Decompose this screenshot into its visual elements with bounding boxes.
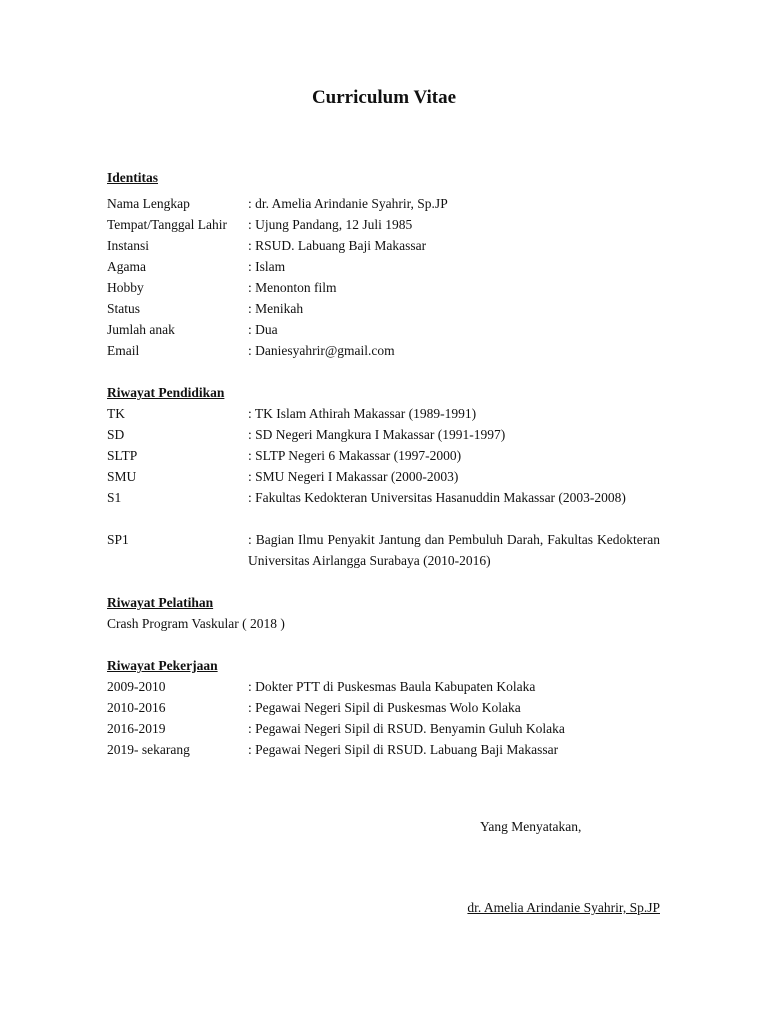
identity-row — [107, 319, 660, 340]
education-value: : TK Islam Athirah Makassar (1989-1991) — [248, 406, 477, 421]
identity-label: Hobby — [107, 280, 144, 295]
education-row — [107, 529, 660, 571]
work-description: : Pegawai Negeri Sipil di Puskesmas Wolo Kolaka — [248, 700, 521, 715]
identity-value: : RSUD. Labuang Baji Makassar — [248, 238, 427, 253]
signer-name: dr. Amelia Arindanie Syahrir, Sp.JP — [467, 900, 660, 915]
identity-label: Nama Lengkap — [107, 196, 190, 211]
education-label: SLTP — [107, 448, 138, 463]
work-row — [107, 676, 660, 697]
work-period: 2019- sekarang — [107, 742, 190, 757]
education-value: : SMU Negeri I Makassar (2000-2003) — [248, 469, 459, 484]
page-title: Curriculum Vitae — [311, 87, 457, 108]
work-description: : Pegawai Negeri Sipil di RSUD. Benyamin Guluh Kolaka — [248, 721, 565, 736]
work-row — [107, 697, 660, 718]
identity-label: Email — [107, 343, 140, 358]
work-row — [107, 739, 660, 760]
education-label: S1 — [107, 490, 122, 505]
section-heading-pekerjaan: Riwayat Pekerjaan — [107, 658, 218, 673]
education-value: : SLTP Negeri 6 Makassar (1997-2000) — [248, 448, 462, 463]
education-row — [107, 403, 660, 424]
education-label: SP1 — [107, 532, 129, 547]
identity-value: : Menonton film — [248, 280, 337, 295]
education-row — [107, 424, 660, 445]
identity-row — [107, 193, 660, 214]
education-value: : SD Negeri Mangkura I Makassar (1991-1997) — [248, 427, 506, 442]
identity-row — [107, 340, 660, 361]
education-label: TK — [107, 406, 125, 421]
identity-value: : Dua — [248, 322, 278, 337]
identity-row — [107, 235, 660, 256]
education-row — [107, 487, 660, 529]
identity-value: : Islam — [248, 259, 286, 274]
identity-value: : Menikah — [248, 301, 304, 316]
closing-statement: Yang Menyatakan, — [480, 819, 582, 834]
work-period: 2010-2016 — [107, 700, 166, 715]
work-description: : Pegawai Negeri Sipil di RSUD. Labuang Baji Makassar — [248, 742, 559, 757]
identity-value: : Daniesyahrir@gmail.com — [248, 343, 395, 358]
education-label: SD — [107, 427, 125, 442]
work-description: : Dokter PTT di Puskesmas Baula Kabupaten Kolaka — [248, 679, 536, 694]
education-value: : Bagian Ilmu Penyakit Jantung dan Pembuluh Darah, Fakultas Kedokteran Universitas Airlangga Surabaya (2010-2016) — [248, 532, 660, 568]
work-period: 2009-2010 — [107, 679, 166, 694]
identity-value: : Ujung Pandang, 12 Juli 1985 — [248, 217, 413, 232]
identity-row — [107, 298, 660, 319]
work-period: 2016-2019 — [107, 721, 166, 736]
identity-row — [107, 256, 660, 277]
education-row — [107, 466, 660, 487]
identity-label: Agama — [107, 259, 146, 274]
identity-value: : dr. Amelia Arindanie Syahrir, Sp.JP — [248, 196, 448, 211]
identity-label: Jumlah anak — [107, 322, 175, 337]
section-heading-pendidikan: Riwayat Pendidikan — [107, 385, 225, 400]
identity-row — [107, 277, 660, 298]
training-item: Crash Program Vaskular ( 2018 ) — [107, 616, 285, 631]
education-value: : Fakultas Kedokteran Universitas Hasanuddin Makassar (2003-2008) — [248, 490, 626, 505]
identity-label: Tempat/Tanggal Lahir — [107, 217, 227, 232]
work-row — [107, 718, 660, 739]
education-label: SMU — [107, 469, 137, 484]
section-heading-identitas: Identitas — [107, 170, 159, 185]
section-heading-pelatihan: Riwayat Pelatihan — [107, 595, 214, 610]
identity-row — [107, 214, 660, 235]
identity-label: Status — [107, 301, 141, 316]
education-row — [107, 445, 660, 466]
identity-label: Instansi — [107, 238, 149, 253]
